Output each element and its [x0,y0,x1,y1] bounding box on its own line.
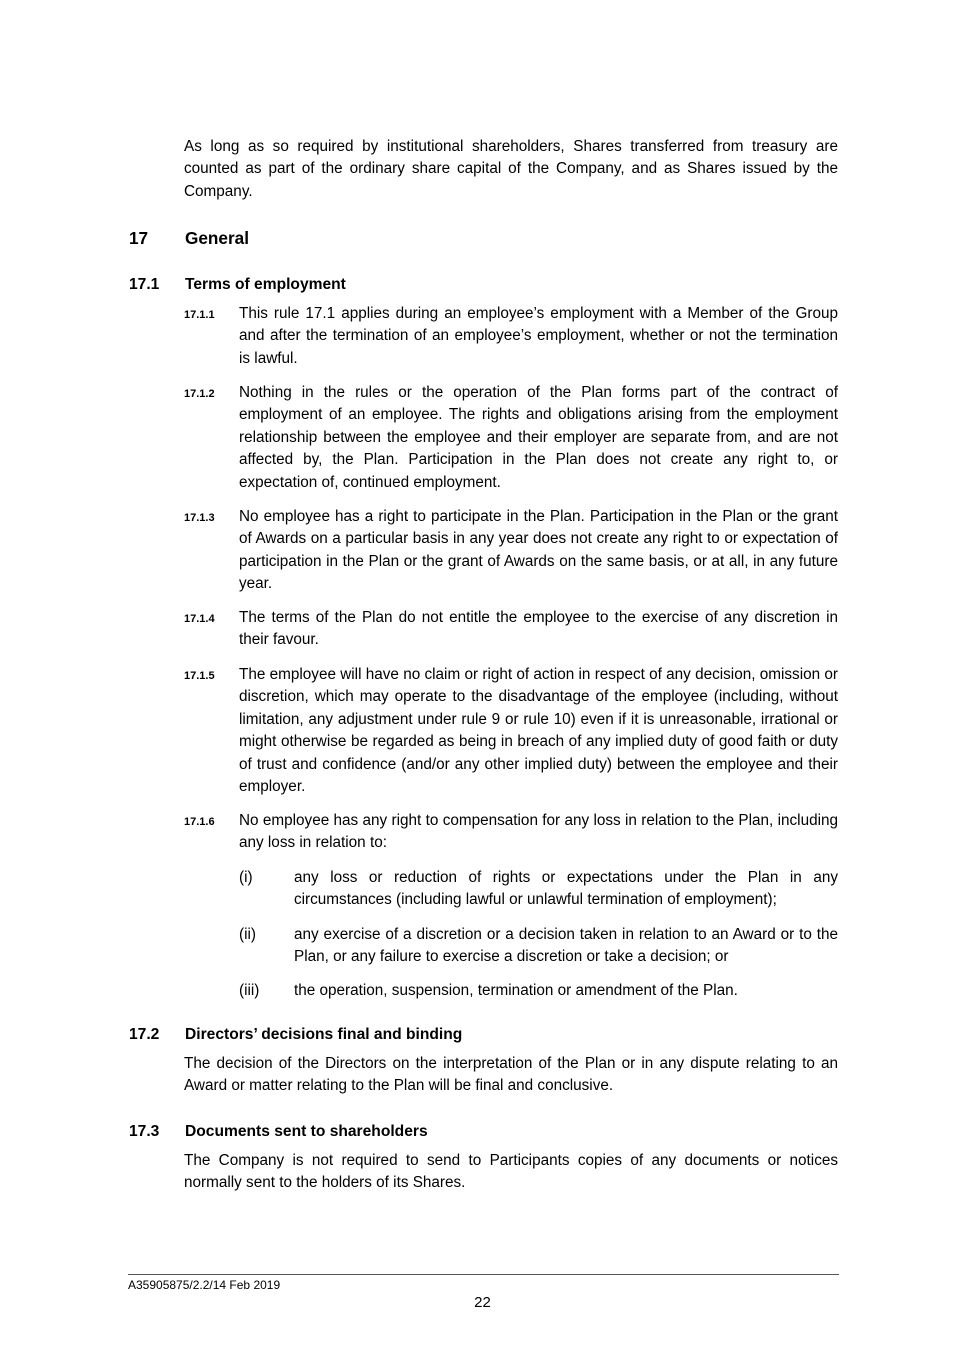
clause-text: Nothing in the rules or the operation of the Plan forms part of the contract of employment of an employee. The rights and obligations arising from the employment relationship between the employee and their employer are separate from, and are not affected by, the Plan. Participation in the Plan does not create any right to, or expectation of, continued employment. [239,384,838,491]
subsection-title: Documents sent to shareholders [185,1123,428,1140]
clause-text: No employee has any right to compensation for any loss in relation to the Plan, including any loss in relation to: [239,812,838,852]
section-17-3-text: The Company is not required to send to Participants copies of any documents or notices normally sent to the holders of its Shares. [184,1152,838,1192]
subsection-number: 17.1 [129,276,160,293]
clause-17-1-5 [184,664,838,798]
clause-number: 17.1.1 [184,309,215,321]
clause-number: 17.1.4 [184,613,215,625]
clause-17-1-1 [184,303,838,370]
clause-17-1-4 [184,607,838,652]
subitem-number: (i) [239,869,253,886]
subitem-i [239,867,838,912]
section-title: General [185,228,250,248]
subitem-text: any exercise of a discretion or a decision taken in relation to an Award or to the Plan, or any failure to exercise a discretion or take a decision; or [294,926,838,966]
clause-17-1-2 [184,382,838,494]
section-number: 17 [129,228,149,248]
clause-text: The terms of the Plan do not entitle the employee to the exercise of any discretion in their favour. [239,609,838,649]
section-17-2-text: The decision of the Directors on the interpretation of the Plan or in any dispute relating to an Award or matter relating to the Plan will be final and conclusive. [184,1055,838,1095]
subitem-text: any loss or reduction of rights or expectations under the Plan in any circumstances (including lawful or unlawful termination of employment); [294,869,838,909]
intro-paragraph: As long as so required by institutional shareholders, Shares transferred from treasury are counted as part of the ordinary share capital of the Company, and as Shares issued by the Company. [184,138,838,200]
subsection-title: Directors’ decisions final and binding [185,1026,463,1043]
subitem-number: (iii) [239,982,260,999]
subitem-number: (ii) [239,926,256,943]
clause-text: The employee will have no claim or right of action in respect of any decision, omission or discretion, which may operate to the disadvantage of the employee (including, without limitation, any adjustment under rule 9 or rule 10) even if it is unreasonable, irrational or might otherwise be regarded as being in breach of any implied duty of good faith or duty of trust and confidence (and/or any other implied duty) between the employee and their employer. [239,666,838,796]
clause-text: No employee has a right to participate in the Plan. Participation in the Plan or the grant of Awards on a particular basis in any year does not create any right to or expectation of participation in the Plan or the grant of Awards on the same basis, or at all, in any future year. [239,508,838,593]
subsection-number: 17.3 [129,1123,160,1140]
clause-number: 17.1.5 [184,670,215,682]
subsection-number: 17.2 [129,1026,160,1043]
subsection-title: Terms of employment [185,276,346,293]
subitem-text: the operation, suspension, termination or amendment of the Plan. [294,982,738,999]
clause-number: 17.1.2 [184,388,215,400]
footer-divider [128,1274,839,1275]
clause-number: 17.1.3 [184,512,215,524]
clause-17-1-6 [184,810,838,855]
subitem-ii [239,924,838,969]
document-reference: A35905875/2.2/14 Feb 2019 [128,1278,281,1292]
clause-17-1-3 [184,506,838,596]
subitem-iii [239,980,838,1002]
page-number: 22 [474,1294,491,1311]
clause-text: This rule 17.1 applies during an employee’s employment with a Member of the Group and after the termination of an employee’s employment, whether or not the termination is lawful. [239,305,838,367]
clause-number: 17.1.6 [184,816,215,828]
